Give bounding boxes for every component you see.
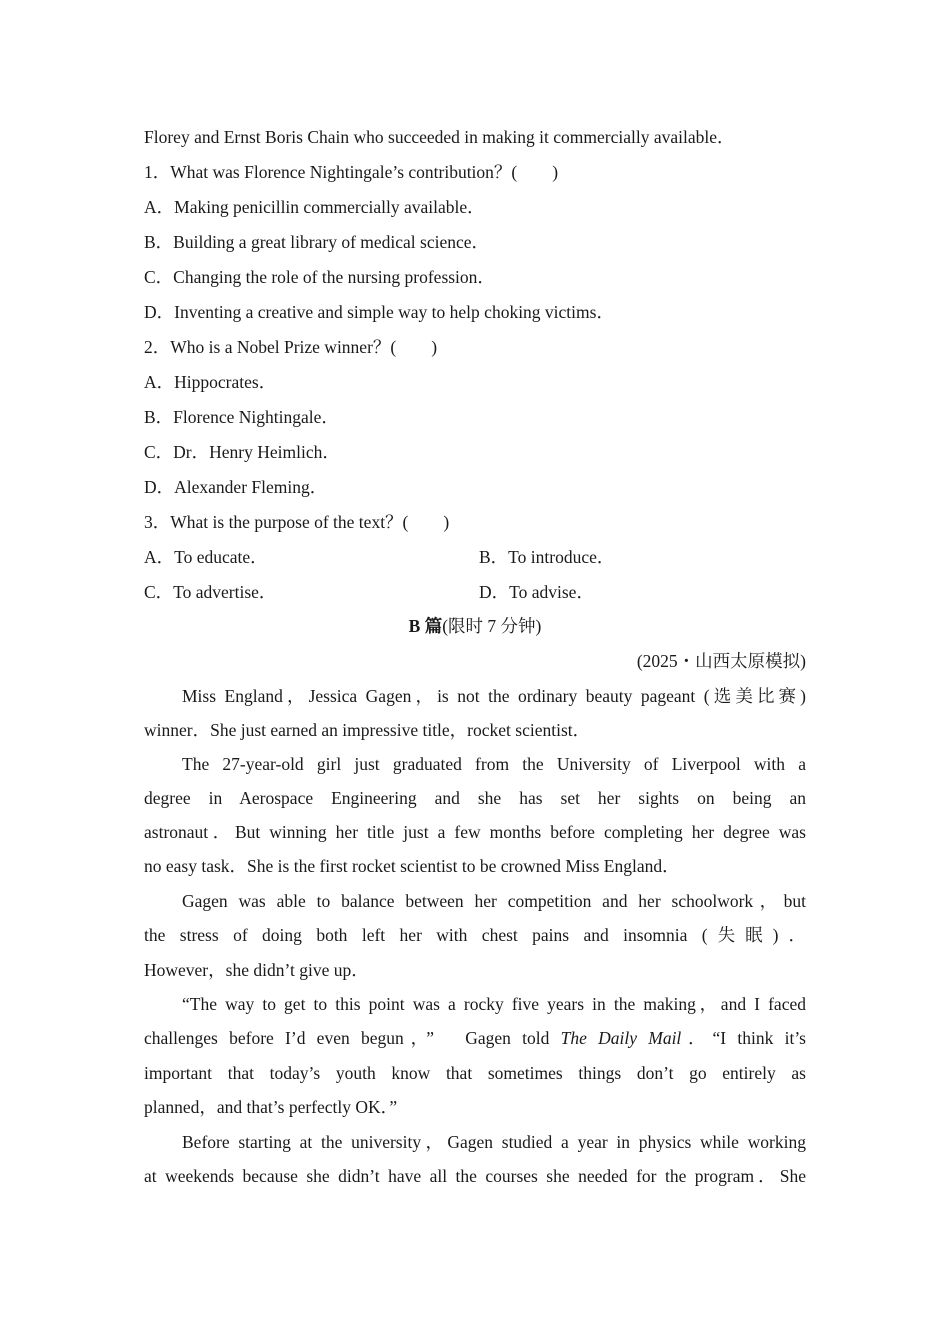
question-2-option-b: B．Florence Nightingale．: [144, 407, 339, 427]
passage-p4-line-1: “The way to get to this point was a rocky five years in the making，and I faced: [182, 994, 806, 1014]
passage-p1-line-2: winner．She just earned an impressive title，rocket scientist．: [144, 720, 591, 740]
passage-p5-line-2: at weekends because she didn’t have all the courses she needed for the program．She: [144, 1166, 806, 1186]
question-3-option-b: B．To introduce．: [479, 547, 615, 567]
passage-p1-line-1: Miss England，Jessica Gagen，is not the ordinary beauty pageant (选美比赛): [182, 686, 806, 706]
section-heading-label: B 篇: [408, 616, 443, 636]
passage-p4-line-2-end: ．“I think it’s: [681, 1028, 806, 1048]
question-2-option-d: D．Alexander Fleming．: [144, 477, 328, 497]
passage-p2-line-1: The 27-year-old girl just graduated from the University of Liverpool with a: [182, 754, 806, 774]
question-3-option-a: A．To educate．: [144, 547, 268, 567]
question-1-stem: 1．What was Florence Nightingale’s contribution？( ): [144, 162, 559, 182]
passage-p2-line-4: no easy task．She is the first rocket scientist to be crowned Miss England．: [144, 856, 680, 876]
passage-p4-line-4: planned，and that’s perfectly OK．”: [144, 1097, 398, 1117]
question-1-option-c: C．Changing the role of the nursing profession．: [144, 267, 495, 287]
question-1-option-d: D．Inventing a creative and simple way to help choking victims．: [144, 302, 614, 322]
section-heading: [144, 618, 806, 636]
question-3-stem: 3．What is the purpose of the text？( ): [144, 512, 450, 532]
section-heading-time: (限时 7 分钟): [442, 616, 542, 636]
passage-p3-line-2: the stress of doing both left her with chest pains and insomnia (失眠)．: [144, 925, 807, 945]
question-1-option-b: B．Building a great library of medical science．: [144, 232, 490, 252]
question-3-option-c: C．To advertise．: [144, 582, 277, 602]
intro-tail: Florey and Ernst Boris Chain who succeeded in making it commercially available．: [144, 127, 735, 147]
passage-p3-line-1: Gagen was able to balance between her competition and her schoolwork，but: [182, 891, 806, 911]
question-2-option-a: A．Hippocrates．: [144, 372, 277, 392]
question-2-stem: 2．Who is a Nobel Prize winner？( ): [144, 337, 438, 357]
passage-p5-line-1: Before starting at the university，Gagen studied a year in physics while working: [182, 1132, 806, 1152]
passage-p2-line-2: degree in Aerospace Engineering and she has set her sights on being an: [144, 788, 806, 808]
section-source: (2025・山西太原模拟): [636, 651, 806, 671]
passage-p4-line-3: important that today’s youth know that sometimes things don’t go entirely as: [144, 1063, 806, 1083]
question-3-option-d: D．To advise．: [479, 582, 594, 602]
question-1-option-a: A．Making penicillin commercially available．: [144, 197, 485, 217]
passage-p4-line-2: [144, 1030, 806, 1048]
passage-p3-line-3: However，she didn’t give up．: [144, 960, 369, 980]
passage-p2-line-3: astronaut．But winning her title just a few months before completing her degree was: [144, 822, 806, 842]
question-2-option-c: C．Dr．Henry Heimlich．: [144, 442, 340, 462]
newspaper-title: The Daily Mail: [560, 1028, 682, 1048]
passage-p4-line-2-start: challenges before I’d even begun，” Gagen told: [144, 1028, 561, 1048]
